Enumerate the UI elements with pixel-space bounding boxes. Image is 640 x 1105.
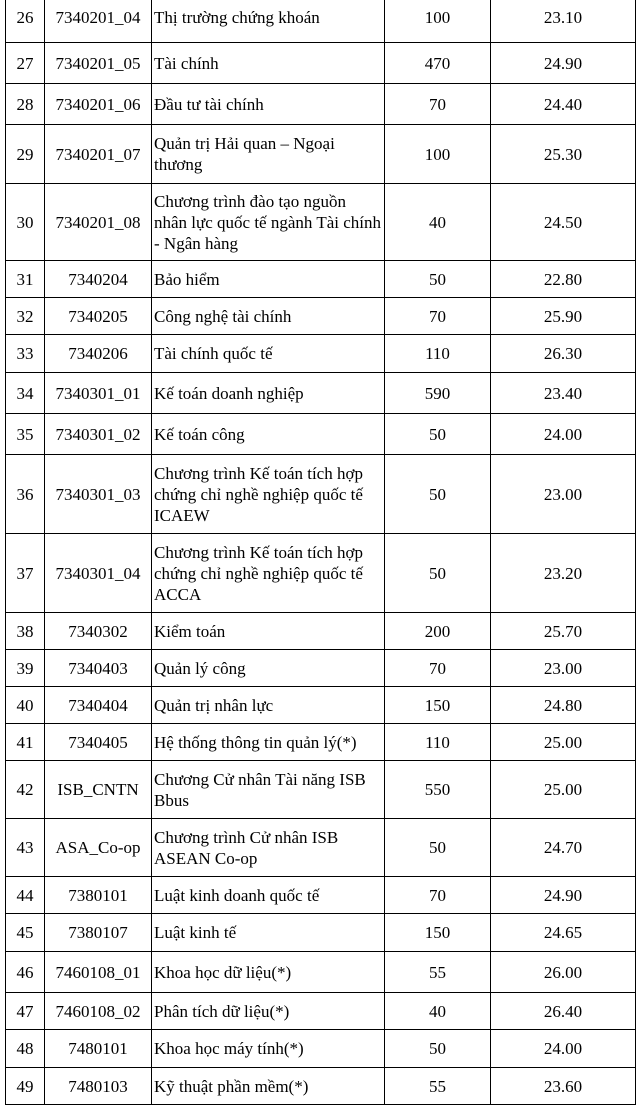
cutoff-score: 25.00 xyxy=(491,724,636,761)
cutoff-score: 24.00 xyxy=(491,1030,636,1068)
table-row xyxy=(6,613,636,650)
major-code: 7340301_03 xyxy=(45,455,152,534)
table-row xyxy=(6,761,636,819)
row-number: 32 xyxy=(6,298,45,335)
row-number: 34 xyxy=(6,373,45,414)
major-code: 7340301_02 xyxy=(45,414,152,455)
cutoff-score: 23.20 xyxy=(491,534,636,613)
quota-value: 150 xyxy=(385,914,491,952)
row-number: 30 xyxy=(6,184,45,261)
quota-value: 50 xyxy=(385,261,491,298)
major-name: Quản trị nhân lực xyxy=(152,687,385,724)
row-number: 39 xyxy=(6,650,45,687)
quota-value: 70 xyxy=(385,650,491,687)
table-row xyxy=(6,414,636,455)
cutoff-score: 26.00 xyxy=(491,952,636,993)
quota-value: 50 xyxy=(385,455,491,534)
quota-value: 40 xyxy=(385,184,491,261)
table-row xyxy=(6,0,636,43)
major-name: Chương trình Kế toán tích hợp chứng chỉ nghề nghiệp quốc tế ACCA xyxy=(152,534,385,613)
table-row xyxy=(6,84,636,125)
quota-value: 470 xyxy=(385,43,491,84)
major-name: Chương trình Cử nhân ISB ASEAN Co-op xyxy=(152,819,385,877)
table-row xyxy=(6,1068,636,1105)
table-row xyxy=(6,1030,636,1068)
cutoff-score: 24.65 xyxy=(491,914,636,952)
row-number: 37 xyxy=(6,534,45,613)
major-code: 7340405 xyxy=(45,724,152,761)
quota-value: 150 xyxy=(385,687,491,724)
row-number: 45 xyxy=(6,914,45,952)
table-row xyxy=(6,877,636,914)
quota-value: 55 xyxy=(385,1068,491,1105)
cutoff-score: 25.70 xyxy=(491,613,636,650)
major-name: Phân tích dữ liệu(*) xyxy=(152,993,385,1030)
major-name: Luật kinh tế xyxy=(152,914,385,952)
quota-value: 110 xyxy=(385,335,491,373)
row-number: 36 xyxy=(6,455,45,534)
table-row xyxy=(6,952,636,993)
row-number: 42 xyxy=(6,761,45,819)
quota-value: 110 xyxy=(385,724,491,761)
major-code: 7340201_07 xyxy=(45,125,152,184)
major-name: Chương Cử nhân Tài năng ISB Bbus xyxy=(152,761,385,819)
quota-value: 55 xyxy=(385,952,491,993)
major-name: Khoa học máy tính(*) xyxy=(152,1030,385,1068)
major-code: 7480103 xyxy=(45,1068,152,1105)
major-code: 7340403 xyxy=(45,650,152,687)
major-name: Công nghệ tài chính xyxy=(152,298,385,335)
major-code: 7340301_01 xyxy=(45,373,152,414)
quota-value: 100 xyxy=(385,125,491,184)
cutoff-score: 23.40 xyxy=(491,373,636,414)
table-row xyxy=(6,373,636,414)
major-name: Đầu tư tài chính xyxy=(152,84,385,125)
table-row xyxy=(6,819,636,877)
major-code: 7460108_02 xyxy=(45,993,152,1030)
major-code: 7380101 xyxy=(45,877,152,914)
major-code: 7340201_05 xyxy=(45,43,152,84)
table-row xyxy=(6,184,636,261)
major-name: Kế toán doanh nghiệp xyxy=(152,373,385,414)
major-code: 7340201_08 xyxy=(45,184,152,261)
quota-value: 50 xyxy=(385,1030,491,1068)
major-code: 7460108_01 xyxy=(45,952,152,993)
row-number: 49 xyxy=(6,1068,45,1105)
quota-value: 100 xyxy=(385,0,491,43)
quota-value: 550 xyxy=(385,761,491,819)
cutoff-score: 22.80 xyxy=(491,261,636,298)
major-name: Quản trị Hải quan – Ngoại thương xyxy=(152,125,385,184)
cutoff-score: 24.00 xyxy=(491,414,636,455)
row-number: 38 xyxy=(6,613,45,650)
major-code: 7340201_04 xyxy=(45,0,152,43)
major-code: 7340404 xyxy=(45,687,152,724)
cutoff-score: 25.90 xyxy=(491,298,636,335)
major-code: 7380107 xyxy=(45,914,152,952)
admission-scores-table xyxy=(5,0,636,1105)
major-name: Bảo hiểm xyxy=(152,261,385,298)
cutoff-score: 24.50 xyxy=(491,184,636,261)
row-number: 46 xyxy=(6,952,45,993)
major-code: 7340302 xyxy=(45,613,152,650)
row-number: 33 xyxy=(6,335,45,373)
cutoff-score: 26.40 xyxy=(491,993,636,1030)
cutoff-score: 23.60 xyxy=(491,1068,636,1105)
table-row xyxy=(6,534,636,613)
quota-value: 50 xyxy=(385,534,491,613)
major-name: Kỹ thuật phần mềm(*) xyxy=(152,1068,385,1105)
row-number: 43 xyxy=(6,819,45,877)
cutoff-score: 24.40 xyxy=(491,84,636,125)
major-code: 7340204 xyxy=(45,261,152,298)
quota-value: 40 xyxy=(385,993,491,1030)
table-row xyxy=(6,650,636,687)
row-number: 40 xyxy=(6,687,45,724)
major-code: 7340205 xyxy=(45,298,152,335)
table-row xyxy=(6,914,636,952)
quota-value: 70 xyxy=(385,877,491,914)
major-name: Chương trình đào tạo nguồn nhân lực quốc tế ngành Tài chính - Ngân hàng xyxy=(152,184,385,261)
cutoff-score: 24.90 xyxy=(491,877,636,914)
row-number: 47 xyxy=(6,993,45,1030)
major-code: 7480101 xyxy=(45,1030,152,1068)
cutoff-score: 26.30 xyxy=(491,335,636,373)
cutoff-score: 24.90 xyxy=(491,43,636,84)
quota-value: 70 xyxy=(385,84,491,125)
row-number: 28 xyxy=(6,84,45,125)
quota-value: 50 xyxy=(385,414,491,455)
major-code: ISB_CNTN xyxy=(45,761,152,819)
table-row xyxy=(6,125,636,184)
row-number: 31 xyxy=(6,261,45,298)
major-name: Luật kinh doanh quốc tế xyxy=(152,877,385,914)
table-row xyxy=(6,43,636,84)
table-row xyxy=(6,298,636,335)
cutoff-score: 24.80 xyxy=(491,687,636,724)
quota-value: 70 xyxy=(385,298,491,335)
major-name: Chương trình Kế toán tích hợp chứng chỉ nghề nghiệp quốc tế ICAEW xyxy=(152,455,385,534)
table-body xyxy=(6,0,636,1105)
cutoff-score: 25.00 xyxy=(491,761,636,819)
major-name: Thị trường chứng khoán xyxy=(152,0,385,43)
major-code: 7340201_06 xyxy=(45,84,152,125)
cutoff-score: 24.70 xyxy=(491,819,636,877)
table-row xyxy=(6,455,636,534)
major-name: Kế toán công xyxy=(152,414,385,455)
table-row xyxy=(6,993,636,1030)
table-row xyxy=(6,687,636,724)
major-name: Tài chính xyxy=(152,43,385,84)
major-code: 7340301_04 xyxy=(45,534,152,613)
row-number: 26 xyxy=(6,0,45,43)
cutoff-score: 25.30 xyxy=(491,125,636,184)
major-name: Tài chính quốc tế xyxy=(152,335,385,373)
cutoff-score: 23.10 xyxy=(491,0,636,43)
row-number: 48 xyxy=(6,1030,45,1068)
table-row xyxy=(6,261,636,298)
table-row xyxy=(6,335,636,373)
quota-value: 200 xyxy=(385,613,491,650)
row-number: 44 xyxy=(6,877,45,914)
cutoff-score: 23.00 xyxy=(491,650,636,687)
major-code: ASA_Co-op xyxy=(45,819,152,877)
row-number: 27 xyxy=(6,43,45,84)
row-number: 35 xyxy=(6,414,45,455)
major-code: 7340206 xyxy=(45,335,152,373)
quota-value: 590 xyxy=(385,373,491,414)
major-name: Hệ thống thông tin quản lý(*) xyxy=(152,724,385,761)
major-name: Quản lý công xyxy=(152,650,385,687)
quota-value: 50 xyxy=(385,819,491,877)
cutoff-score: 23.00 xyxy=(491,455,636,534)
row-number: 29 xyxy=(6,125,45,184)
table-row xyxy=(6,724,636,761)
row-number: 41 xyxy=(6,724,45,761)
major-name: Khoa học dữ liệu(*) xyxy=(152,952,385,993)
major-name: Kiểm toán xyxy=(152,613,385,650)
